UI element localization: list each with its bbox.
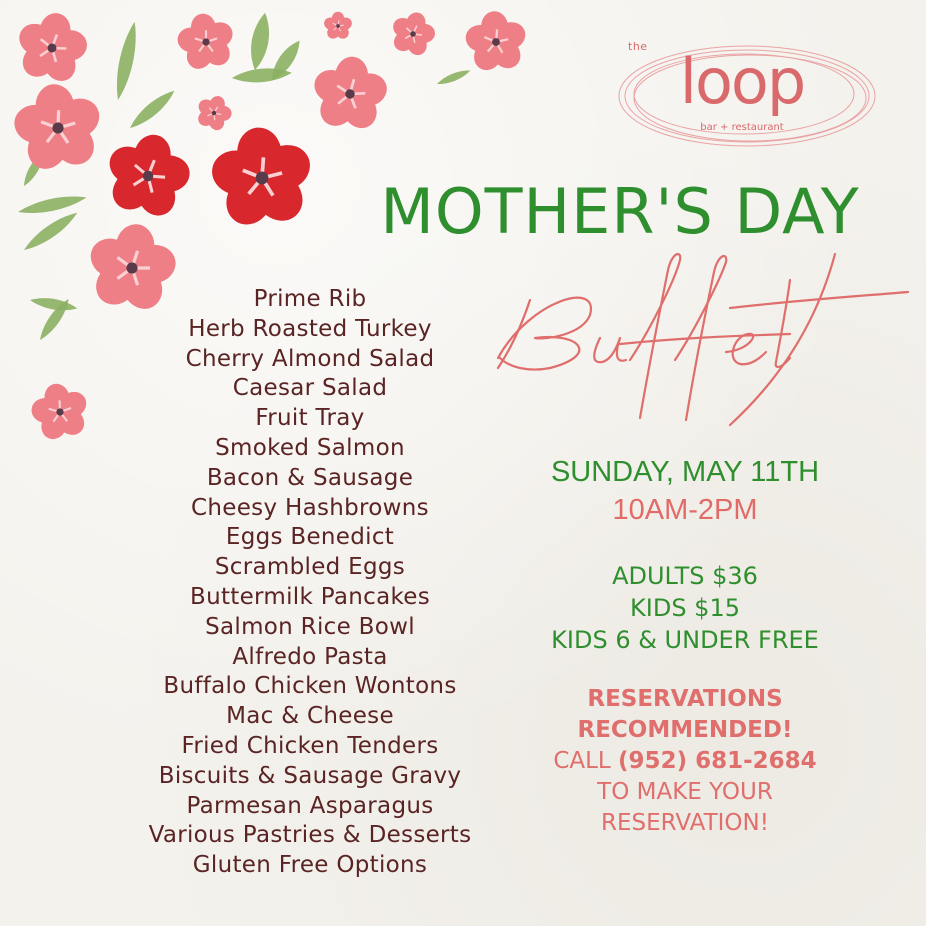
event-date: SUNDAY, MAY 11TH [550,456,820,488]
leaf-icon [17,192,88,218]
price-kids: KIDS $15 [630,594,740,622]
flower-icon [170,8,241,77]
menu-item: Buttermilk Pancakes [190,583,430,610]
flower-icon [202,122,322,237]
event-time: 10AM-2PM [612,494,758,526]
flower-icon [94,126,201,229]
phone-number[interactable]: (952) 681-2684 [618,748,817,774]
flower-icon [5,78,112,181]
menu-item: Parmesan Asparagus [186,792,434,819]
reservation-call-line [500,746,870,777]
reservation-line-1: RESERVATIONS [587,686,783,712]
menu-item: Cherry Almond Salad [185,345,435,372]
script-title [490,240,910,430]
price-list [500,560,870,656]
reservation-line-2: RECOMMENDED! [577,717,793,743]
menu-list [105,285,515,881]
flower-icon [384,7,442,63]
menu-item: Mac & Cheese [226,703,394,730]
reservation-line-5: RESERVATION! [601,810,769,836]
menu-item: Smoked Salmon [215,434,405,461]
flower-icon [190,90,238,137]
leaf-icon [436,67,472,87]
flower-icon [322,12,353,42]
call-label: CALL [553,748,611,774]
logo-subtitle: bar + restaurant [700,122,784,133]
menu-item: Caesar Salad [232,375,388,402]
leaf-icon [21,208,81,255]
menu-item: Prime Rib [253,286,367,312]
headline: MOTHER'S DAY [380,175,860,248]
leaf-icon [29,295,78,314]
flower-icon [24,378,97,449]
menu-item: Salmon Rice Bowl [205,613,415,640]
menu-item: Eggs Benedict [225,524,395,551]
menu-item: Buffalo Chicken Wontons [163,673,457,700]
price-kids-free: KIDS 6 & UNDER FREE [551,626,819,654]
menu-item: Fruit Tray [255,405,365,432]
logo-the: the [628,40,648,53]
reservation-notice [500,684,870,839]
flower-icon [460,8,532,77]
flower-icon [8,7,96,92]
menu-item: Scrambled Eggs [214,554,406,581]
reservation-line-4: TO MAKE YOUR [597,779,773,805]
menu-item: Biscuits & Sausage Gravy [158,762,462,789]
leaf-icon [126,86,178,132]
leaf-icon [111,20,141,101]
logo-wordmark: loop [679,45,805,118]
menu-item: Cheesy Hashbrowns [191,494,429,521]
leaf-icon [247,11,273,71]
menu-item: Bacon & Sausage [206,464,414,491]
menu-item: Alfredo Pasta [232,643,388,670]
menu-item: Various Pastries & Desserts [148,822,472,849]
menu-item: Herb Roasted Turkey [188,315,432,342]
logo [612,38,882,158]
price-adults: ADULTS $36 [612,562,758,590]
menu-item: Gluten Free Options [192,852,428,879]
menu-item: Fried Chicken Tenders [181,732,439,759]
flower-icon [306,53,394,137]
